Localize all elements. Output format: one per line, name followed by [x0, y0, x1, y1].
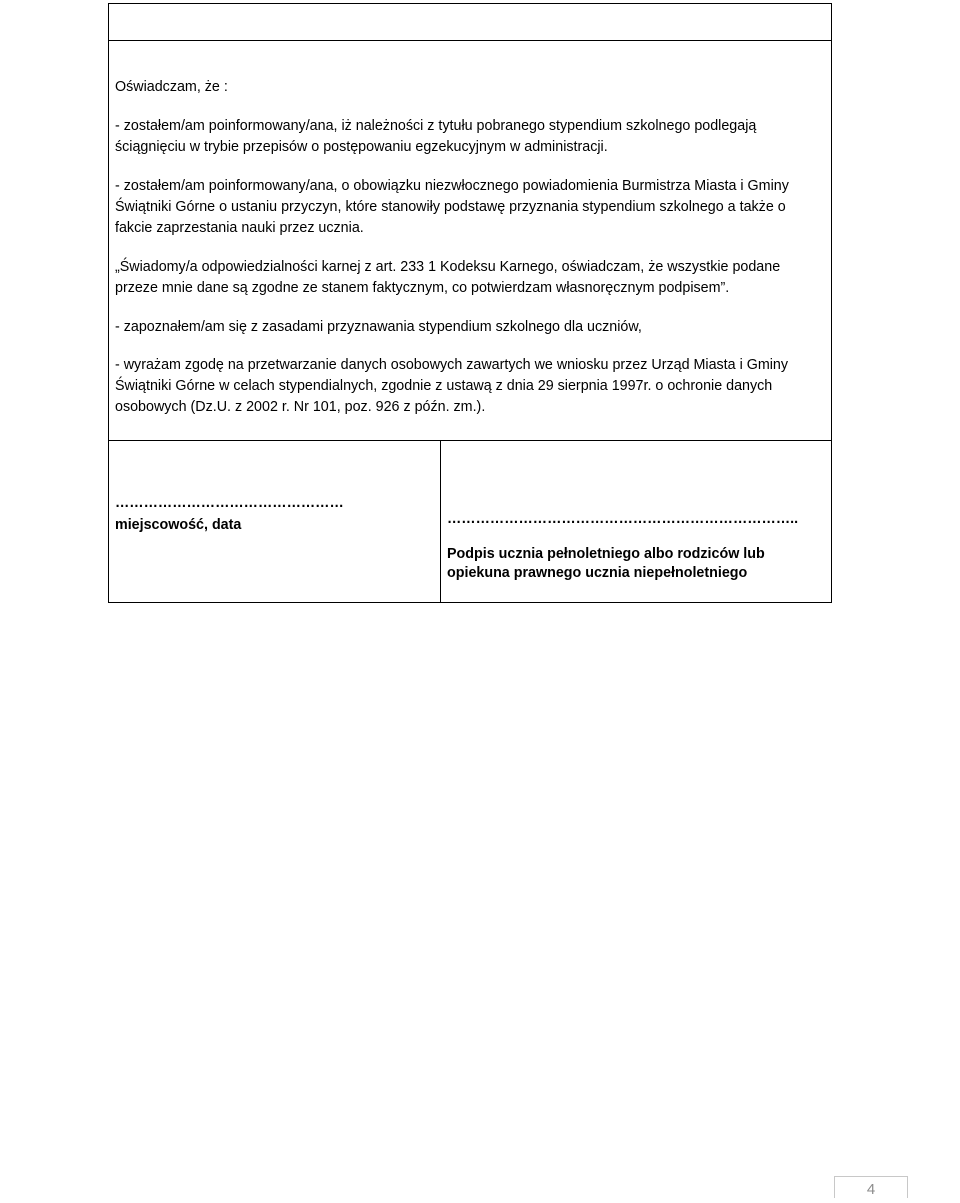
place-date-dots: ………………………………………… [115, 495, 344, 511]
statement-form-table [108, 3, 832, 603]
statement-paragraph-4: - zapoznałem/am się z zasadami przyznawania stypendium szkolnego dla uczniów, [115, 319, 642, 335]
empty-header-row [109, 4, 831, 41]
place-date-label: miejscowość, data [115, 517, 242, 533]
statement-paragraph-1: - zostałem/am poinformowany/ana, iż należności z tytułu pobranego stypendium szkolnego podlegają ściągnięciu w trybie przepisów o postępowaniu egzekucyjnym w administracji. [115, 118, 757, 155]
signature-dots: ……………………………………………………………….. [447, 511, 799, 527]
signature-cell [441, 441, 831, 602]
signature-row [109, 441, 831, 602]
statement-paragraph-5: - wyrażam zgodę na przetwarzanie danych osobowych zawartych we wniosku przez Urząd Miasta i Gminy Świątniki Górne w celach stypendialnych, zgodnie z ustawą z dnia 29 sierpnia 1997r. o ochronie danych osobowych (Dz.U. z 2002 r. Nr 101, poz. 926 z późn. zm.). [115, 357, 789, 415]
signature-label: Podpis ucznia pełnoletniego albo rodziców lub opiekuna prawnego ucznia niepełnoletniego [447, 546, 765, 581]
statement-intro: Oświadczam, że : [115, 79, 228, 95]
place-date-cell [109, 441, 441, 602]
statement-cell [109, 79, 831, 441]
statement-paragraph-2: - zostałem/am poinformowany/ana, o obowiązku niezwłocznego powiadomienia Burmistrza Miasta i Gminy Świątniki Górne o ustaniu przyczyn, które stanowiły podstawę przyznania stypendium szkolnego a także o fakcie zaprzestania nauki przez ucznia. [115, 178, 789, 236]
page-number: 4 [834, 1176, 908, 1198]
statement-paragraph-3: „Świadomy/a odpowiedzialności karnej z art. 233 1 Kodeksu Karnego, oświadczam, że wszystkie podane przeze mnie dane są zgodne ze stanem faktycznym, co potwierdzam własnoręcznym podpisem”. [115, 259, 781, 296]
